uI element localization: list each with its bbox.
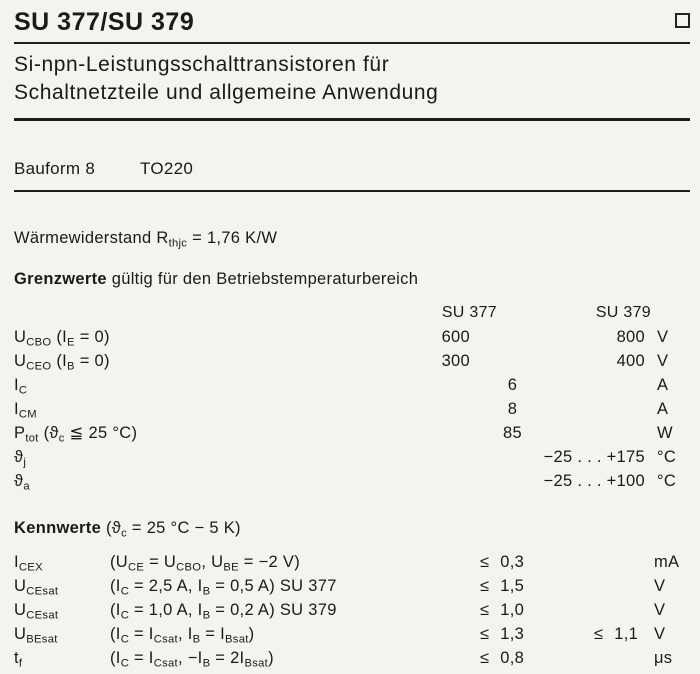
empty-cell [645, 301, 690, 325]
corner-box-icon [675, 13, 690, 28]
kennwerte-table [14, 550, 690, 670]
empty-cell [14, 301, 380, 325]
bauform-row [14, 159, 690, 179]
condition-text: ($I_C = 1,0$ A, $I_B = 0,2$ A) SU 379 [110, 601, 337, 622]
param-label: $t_f$ [14, 649, 23, 670]
unit-label: °C [657, 448, 677, 466]
limit-value-2 [554, 646, 646, 670]
shared-value: 85 [503, 424, 522, 442]
param-label: $U_{CEsat}$ [14, 601, 59, 622]
condition-text: ($U_{CE} = U_{CBO}$, $U_{BE} = -2$ V) [110, 553, 301, 574]
condition-text: ($I_C = 2,5$ A, $I_B = 0,5$ A) SU 377 [110, 577, 337, 598]
limit-value-2: ≤ 1,1 [594, 625, 639, 643]
divider [14, 118, 690, 121]
grenzwerte-heading-rest: gültig für den Betriebstemperaturbereich [111, 270, 419, 288]
unit-label: V [654, 577, 666, 595]
divider [14, 190, 690, 192]
column-header-su377: SU 377 [441, 304, 497, 321]
su379-value: 400 [616, 352, 645, 370]
su377-value: 600 [441, 328, 470, 346]
row-label: $U_{CEO}$ $(I_B = 0)$ [14, 352, 110, 373]
shared-value: 8 [507, 400, 518, 418]
unit-label: A [657, 400, 669, 418]
row-label: $ϑ_a$ [14, 472, 30, 493]
su377-value: 300 [441, 352, 470, 370]
row-label: $ϑ_j$ [14, 448, 27, 469]
limit-value: ≤ 1,5 [480, 577, 525, 595]
kennwerte-heading [14, 519, 690, 538]
param-label: $I_{CEX}$ [14, 553, 43, 574]
unit-label: V [657, 328, 669, 346]
unit-label: °C [657, 472, 677, 490]
row-label: $P_{tot}$ ($ϑ_c$ ≦ 25 °C) [14, 424, 138, 445]
subtitle-line-1: Si-npn-Leistungsschalttransistoren für [14, 53, 390, 76]
grenzwerte-heading [14, 270, 690, 289]
kennwerte-section [14, 519, 690, 670]
kennwerte-heading-rest: ($ϑ_c = 25$ °C − 5 K) [105, 519, 241, 540]
unit-label: μs [654, 649, 673, 667]
unit-label: V [654, 625, 666, 643]
unit-label: mA [654, 553, 680, 571]
limit-value-2 [554, 598, 646, 622]
unit-label: W [657, 424, 673, 442]
unit-label: V [657, 352, 669, 370]
shared-value: −25 . . . +100 [543, 472, 645, 490]
limit-value-2 [554, 550, 646, 574]
kennwerte-heading-bold: Kennwerte [14, 519, 102, 537]
thermal-resistance-line: Wärmewiderstand $R_{thjc} = 1,76$ K/W [14, 229, 278, 250]
grenzwerte-heading-bold: Grenzwerte [14, 270, 107, 288]
page-subtitle [14, 51, 690, 107]
row-label: $I_{CM}$ [14, 400, 37, 421]
grenzwerte-section [14, 270, 690, 493]
title-row [14, 8, 690, 37]
bauform-label: Bauform 8 [14, 159, 96, 178]
divider [14, 42, 690, 44]
row-label: $U_{CBO}$ $(I_E = 0)$ [14, 328, 110, 349]
page-title: SU 377/SU 379 [14, 8, 195, 36]
unit-label: A [657, 376, 669, 394]
limit-value: ≤ 0,3 [480, 553, 525, 571]
bauform-value: TO220 [140, 159, 194, 178]
param-label: $U_{BEsat}$ [14, 625, 58, 646]
limit-value: ≤ 0,8 [480, 649, 525, 667]
limit-value-2 [554, 574, 646, 598]
shared-value: 6 [507, 376, 518, 394]
limit-value: ≤ 1,0 [480, 601, 525, 619]
condition-text: ($I_C = I_{Csat}$, $-I_B = 2I_{Bsat}$) [110, 649, 274, 670]
grenzwerte-table [14, 301, 690, 493]
param-label: $U_{CEsat}$ [14, 577, 59, 598]
unit-label: V [654, 601, 666, 619]
limit-value: ≤ 1,3 [480, 625, 525, 643]
row-label: $I_C$ [14, 376, 28, 397]
su379-value: 800 [616, 328, 645, 346]
shared-value: −25 . . . +175 [543, 448, 645, 466]
column-header-su379: SU 379 [595, 304, 651, 321]
condition-text: ($I_C = I_{Csat}$, $I_B = I_{Bsat}$) [110, 625, 255, 646]
subtitle-line-2: Schaltnetzteile und allgemeine Anwendung [14, 81, 439, 104]
